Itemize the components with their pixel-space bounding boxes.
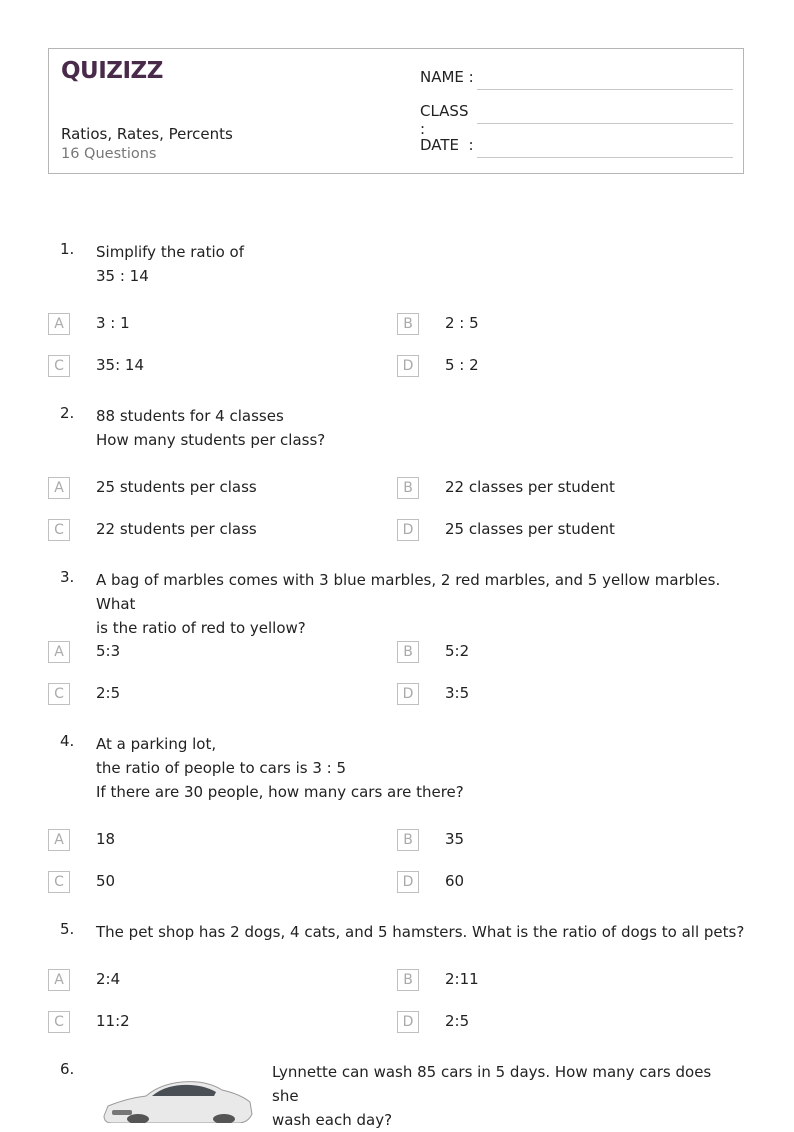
question-text: [96, 240, 746, 288]
option-letter-box: A: [48, 313, 70, 335]
option-text: 3:5: [445, 684, 470, 702]
option-text: 25 students per class: [96, 478, 257, 496]
worksheet-header: [48, 48, 744, 174]
option-letter-box: B: [397, 641, 419, 663]
option-letter-box: B: [397, 969, 419, 991]
question-line: the ratio of people to cars is 3 : 5: [96, 759, 347, 777]
question-number: 3.: [60, 568, 75, 586]
option-letter-box: C: [48, 519, 70, 541]
question-number: 6.: [60, 1060, 75, 1078]
question-line: The pet shop has 2 dogs, 4 cats, and 5 hamsters. What is the ratio of dogs to all pets?: [96, 923, 745, 941]
option-letter-box: A: [48, 477, 70, 499]
car-image: [98, 1072, 256, 1123]
name-label: NAME :: [420, 68, 474, 86]
option-text: 25 classes per student: [445, 520, 615, 538]
question-line: At a parking lot,: [96, 735, 217, 753]
option-letter-box: B: [397, 829, 419, 851]
option-letter-box: D: [397, 519, 419, 541]
option-letter-box: A: [48, 969, 70, 991]
option-text: 50: [96, 872, 116, 890]
option-letter-box: A: [48, 641, 70, 663]
option-letter-box: C: [48, 683, 70, 705]
date-label: DATE :: [420, 136, 474, 154]
question-line: If there are 30 people, how many cars are there?: [96, 783, 464, 801]
worksheet-title: Ratios, Rates, Percents: [61, 125, 233, 143]
option-letter-box: B: [397, 477, 419, 499]
question-number: 2.: [60, 404, 75, 422]
option-letter-box: D: [397, 683, 419, 705]
option-letter-box: C: [48, 1011, 70, 1033]
option-text: 2 : 5: [445, 314, 479, 332]
question-count: 16 Questions: [61, 146, 157, 162]
option-text: 2:5: [445, 1012, 470, 1030]
option-text: 2:4: [96, 970, 121, 988]
option-text: 2:5: [96, 684, 121, 702]
option-text: 5:2: [445, 642, 470, 660]
question-line: How many students per class?: [96, 431, 326, 449]
question-number: 4.: [60, 732, 75, 750]
option-text: 2:11: [445, 970, 479, 988]
class-label: CLASS :: [420, 102, 469, 138]
question-line: wash each day?: [272, 1111, 393, 1129]
option-text: 18: [96, 830, 116, 848]
name-field[interactable]: [420, 68, 476, 86]
option-letter-box: C: [48, 871, 70, 893]
option-letter-box: D: [397, 1011, 419, 1033]
option-text: 3 : 1: [96, 314, 130, 332]
quizizz-logo: QUIZIZZ: [61, 58, 163, 84]
question-line: 35 : 14: [96, 267, 149, 285]
option-text: 22 students per class: [96, 520, 257, 538]
option-text: 5 : 2: [445, 356, 479, 374]
option-text: 35: [445, 830, 465, 848]
question-number: 5.: [60, 920, 75, 938]
option-text: 60: [445, 872, 465, 890]
question-line: 88 students for 4 classes: [96, 407, 284, 425]
class-field[interactable]: [420, 102, 476, 138]
option-text: 22 classes per student: [445, 478, 615, 496]
option-letter-box: A: [48, 829, 70, 851]
question-line: Simplify the ratio of: [96, 243, 245, 261]
option-text: 35: 14: [96, 356, 144, 374]
option-letter-box: D: [397, 871, 419, 893]
question-text: [96, 404, 746, 452]
option-text: 11:2: [96, 1012, 130, 1030]
class-line[interactable]: [477, 123, 733, 124]
option-letter-box: C: [48, 355, 70, 377]
date-field[interactable]: [420, 136, 476, 154]
option-letter-box: D: [397, 355, 419, 377]
option-letter-box: B: [397, 313, 419, 335]
question-number: 1.: [60, 240, 75, 258]
question-text: [96, 732, 746, 804]
question-line: A bag of marbles comes with 3 blue marbles, 2 red marbles, and 5 yellow marbles. What: [96, 571, 721, 613]
question-line: Lynnette can wash 85 cars in 5 days. How many cars does she: [272, 1063, 712, 1105]
date-line[interactable]: [477, 157, 733, 158]
question-text: [96, 568, 746, 640]
option-text: 5:3: [96, 642, 121, 660]
question-line: is the ratio of red to yellow?: [96, 619, 306, 637]
name-line[interactable]: [477, 89, 733, 90]
question-text: [96, 920, 746, 944]
question-text: [272, 1060, 742, 1132]
